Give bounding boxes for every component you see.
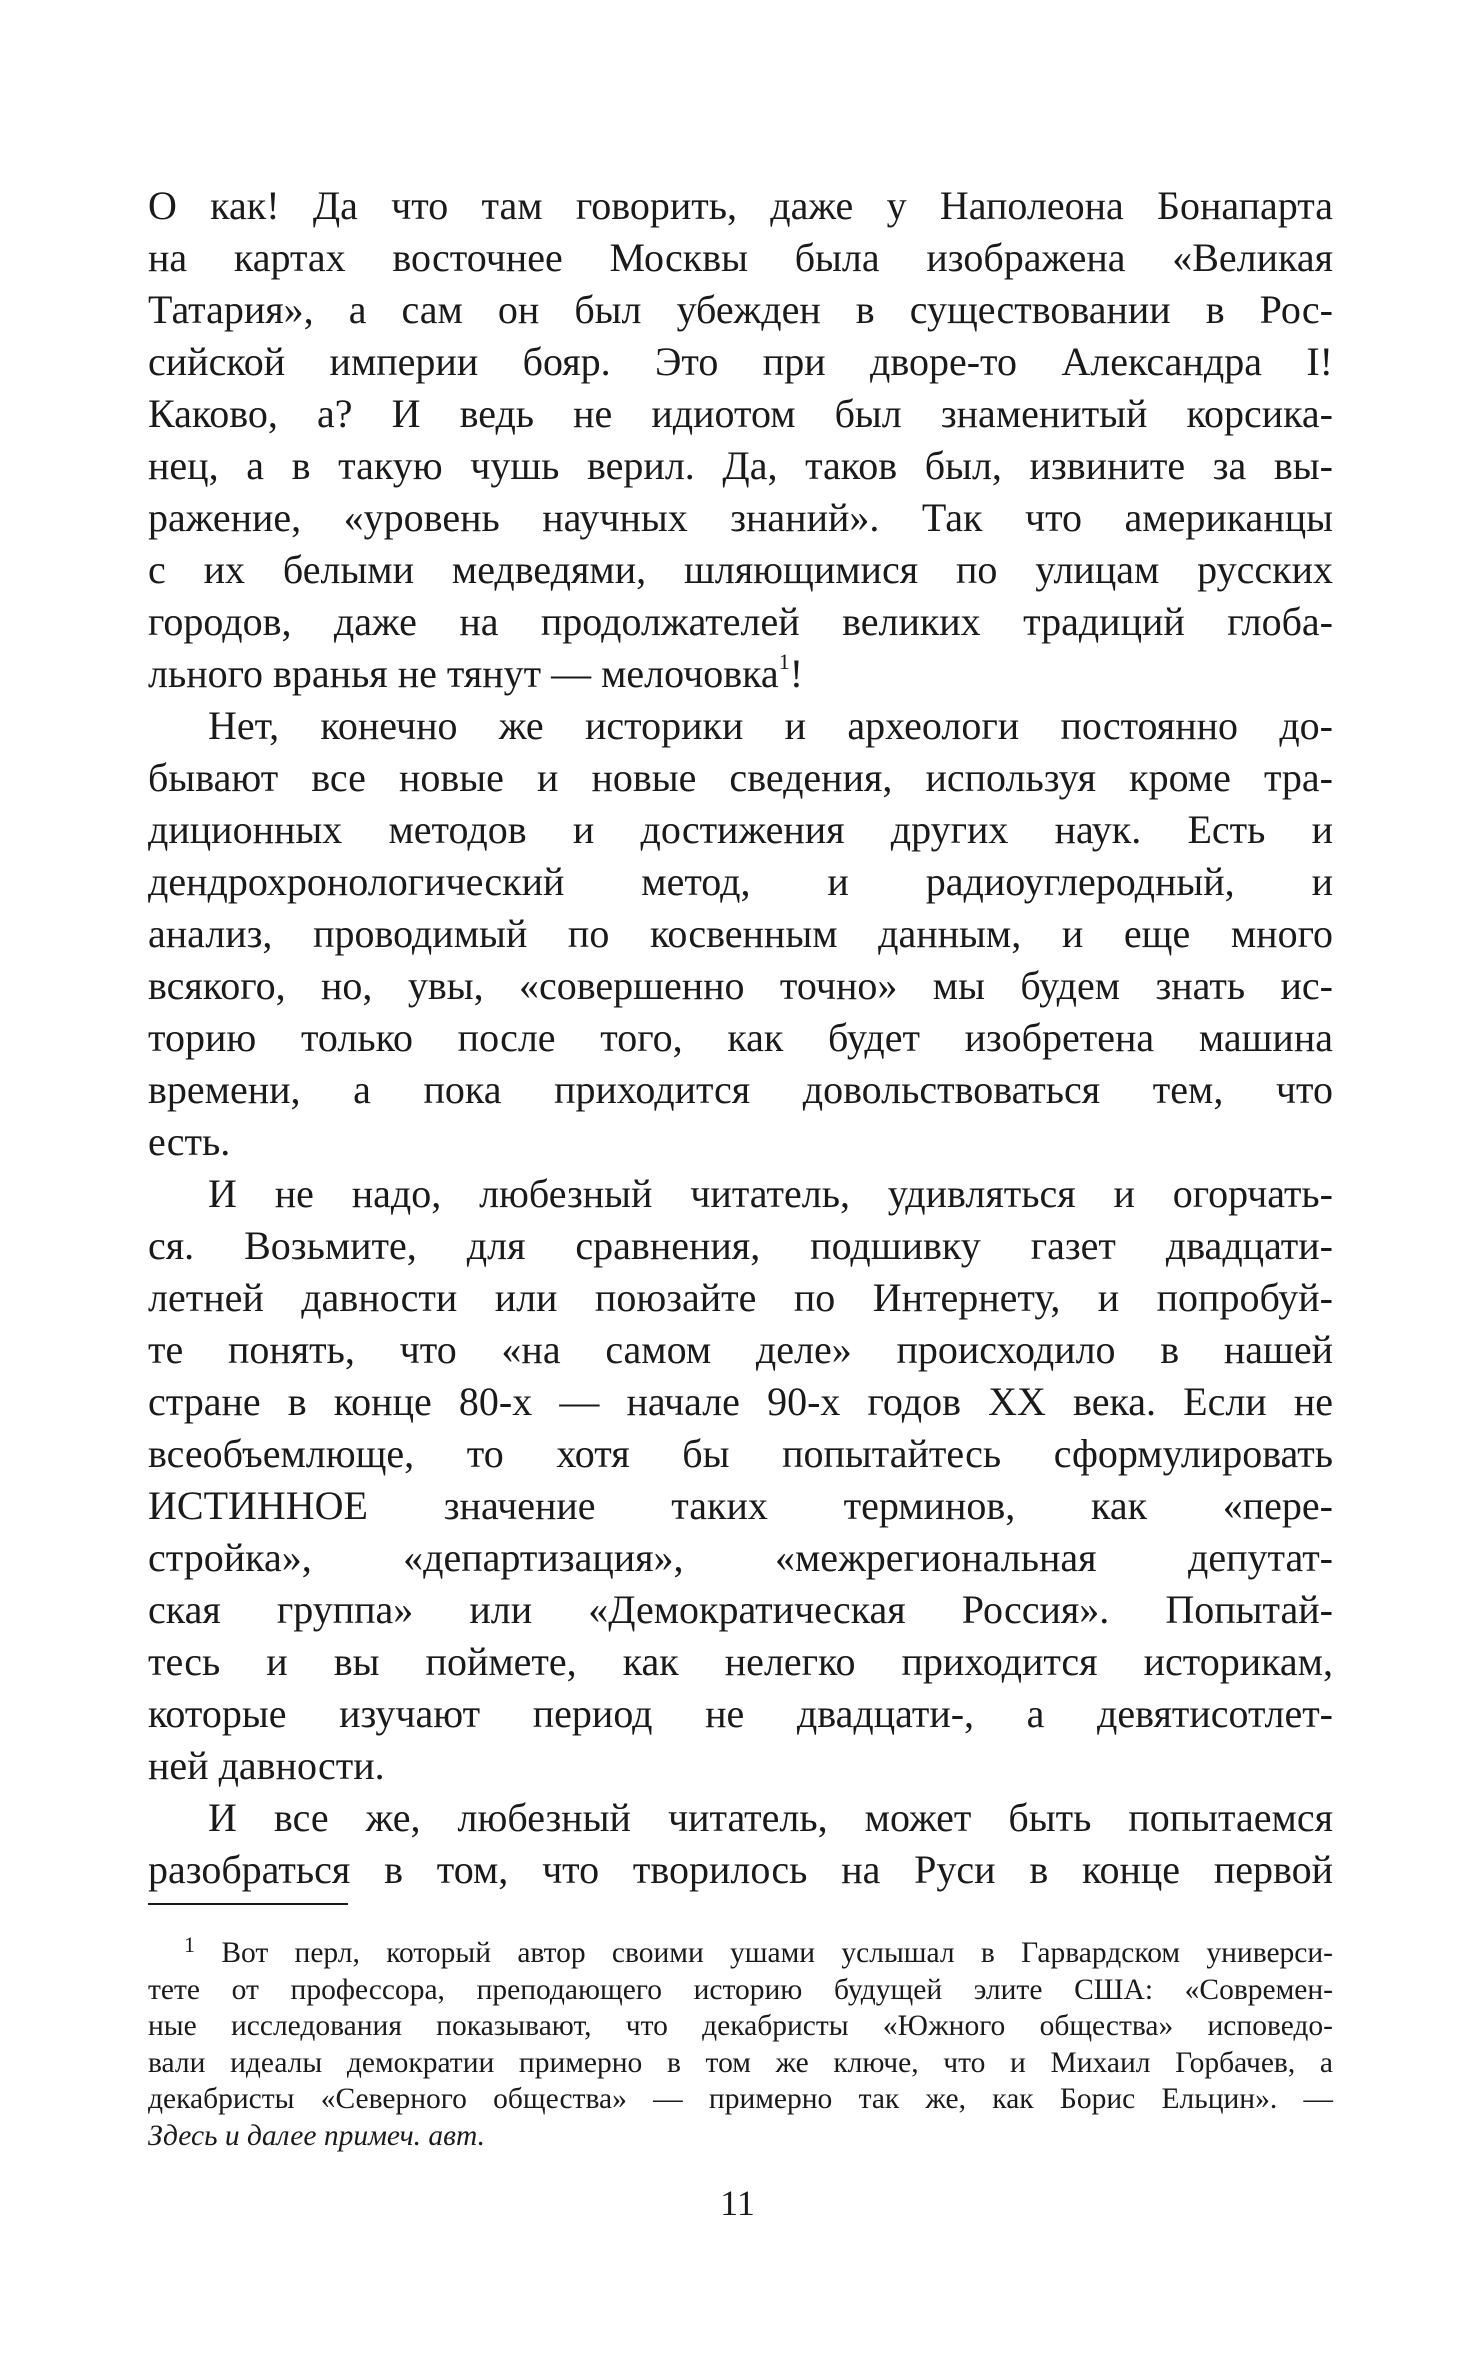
paragraph-first-line: Нет, конечно же историки и археологи постоянно до- (208, 703, 1333, 748)
footnote-line: ные исследования показывают, что декабристы «Южного общества» исповедо- (148, 2010, 1333, 2042)
footnote-separator (148, 1903, 348, 1905)
paragraph-first-line: И не надо, любезный читатель, удивляться и огорчать- (208, 1171, 1333, 1216)
text-line: есть. (148, 1119, 231, 1164)
text-line: всякого, но, увы, «совершенно точно» мы будем знать ис- (148, 963, 1333, 1008)
footnote-line: тете от профессора, преподающего историю будущей элите США: «Современ- (148, 1973, 1333, 2006)
footnote-author-note: Здесь и далее примеч. авт. (148, 2119, 486, 2152)
text-line: диционных методов и достижения других наук. Есть и (148, 807, 1333, 852)
text-line: О как! Да что там говорить, даже у Наполеона Бонапарта (148, 183, 1333, 228)
text-line: ская группа» или «Демократическая Россия». Попытай- (148, 1587, 1333, 1632)
text-line: нец, а в такую чушь верил. Да, таков был, извините за вы- (148, 443, 1333, 488)
text-line: ся. Возьмите, для сравнения, подшивку газет двадцати- (148, 1223, 1333, 1268)
text-line: летней давности или поюзайте по Интернету, и попробуй- (148, 1275, 1333, 1320)
text-line: дендрохронологический метод, и радиоуглеродный, и (148, 859, 1333, 904)
text-line: бывают все новые и новые сведения, используя кроме тра- (148, 755, 1333, 800)
text-line: всеобъемлюще, то хотя бы попытайтесь сформулировать (148, 1431, 1333, 1476)
footnote-line: вали идеалы демократии примерно в том же ключе, что и Михаил Горбачев, а (148, 2046, 1333, 2079)
text-line: Татария», а сам он был убежден в существовании в Рос- (148, 287, 1333, 332)
text-line: стройка», «департизация», «межрегиональная депутат- (148, 1535, 1333, 1580)
text-line: тесь и вы поймете, как нелегко приходится историкам, (148, 1639, 1333, 1684)
text-line: которые изучают период не двадцати-, а девятисотлет- (148, 1691, 1333, 1736)
text-line: стране в конце 80-х — начале 90-х годов XX века. Если не (148, 1379, 1333, 1424)
footnote (148, 1932, 1333, 2154)
footnote-first-line (148, 1932, 1333, 1972)
footnote-reference[interactable]: 1 (778, 649, 790, 674)
text-line: на картах восточнее Москвы была изображена «Великая (148, 235, 1333, 280)
text-line: те понять, что «на самом деле» происходило в нашей (148, 1327, 1333, 1372)
page-number: 11 (720, 2183, 755, 2223)
footnote-text: Вот перл, который автор своими ушами услышал в Гарвардском универси- (221, 1937, 1333, 1969)
text-line: времени, а пока приходится довольствоваться тем, что (148, 1067, 1333, 1112)
text-line: городов, даже на продолжателей великих традиций глоба- (148, 599, 1333, 644)
text-line-with-footnote-ref (148, 648, 1333, 700)
text-line: анализ, проводимый по косвенным данным, и еще много (148, 911, 1333, 956)
text-line: льного вранья не тянут — мелочовка (148, 651, 779, 696)
main-text (148, 180, 1333, 1896)
text-punctuation: ! (789, 651, 804, 696)
text-line: с их белыми медведями, шляющимися по улицам русских (148, 547, 1333, 592)
text-line: ИСТИННОЕ значение таких терминов, как «пере- (148, 1483, 1333, 1528)
text-line: ней давности. (148, 1743, 385, 1788)
footnote-line: декабристы «Северного общества» — примерно так же, как Борис Ельцин». — (148, 2083, 1333, 2115)
text-line: сийской империи бояр. Это при дворе-то Александра I! (148, 339, 1333, 384)
text-line: Каково, а? И ведь не идиотом был знаменитый корсика- (148, 391, 1333, 436)
paragraph-first-line: И все же, любезный читатель, может быть попытаемся (208, 1795, 1333, 1840)
footnote-marker: 1 (184, 1932, 195, 1957)
text-line: торию только после того, как будет изобретена машина (148, 1015, 1333, 1060)
text-line: разобраться в том, что творилось на Руси в конце первой (148, 1847, 1333, 1892)
text-line: ражение, «уровень научных знаний». Так что американцы (148, 495, 1333, 540)
